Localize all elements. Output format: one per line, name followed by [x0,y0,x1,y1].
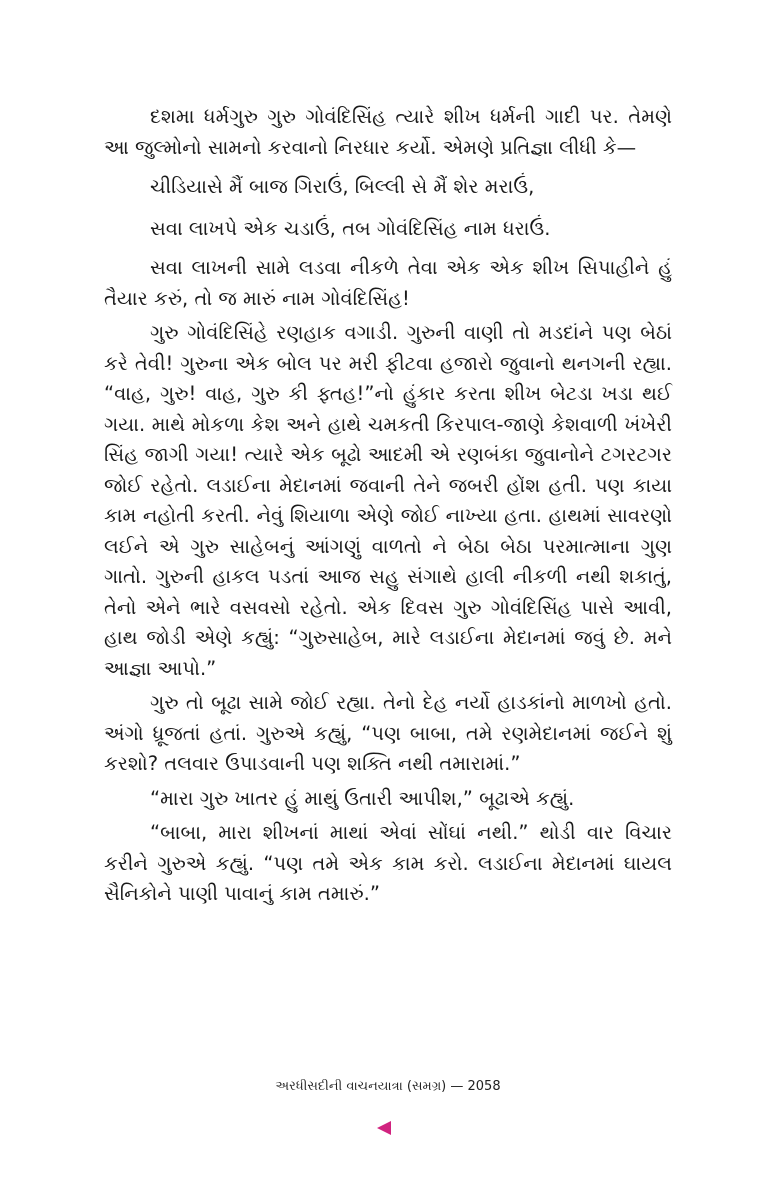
verse-line-1: ચીડિયાસે મૈં બાજ ગિરાઉં, બિલ્લી સે મૈં શેર મરાઉં, [150,175,535,198]
previous-page-icon[interactable] [377,1121,391,1135]
paragraph-vow: સવા લાખની સામે લડવા નીકળે તેવા એક એક શીખ સિપાહીને હું તૈયાર કરું, તો જ મારું નામ ગોવંદિસિંહ! [104,256,672,310]
paragraph-water-duty: “બાબા, મારા શીખનાં માથાં એવાં સોંઘાં નથી.” થોડી વાર વિચાર કરીને ગુરુએ કહ્યું. “પણ તમે એક કામ કરો. લડાઈના મેદાનમાં ઘાયલ સૈનિકોને પાણી પાવાનું કામ તમારું.” [104,821,672,905]
paragraph-guru-reply: ગુરુ તો બૂઢા સામે જોઈ રહ્યા. તેનો દેહ નર્યો હાડકાંનો માળખો હતો. અંગો ધ્રૂજતાં હતાં. ગુરુએ કહ્યું, “પણ બાબા, તમે રણમેદાનમાં જઈને શું કરશો? તલવાર ઉપાડવાની પણ શક્તિ નથી તમારામાં.” [104,691,672,775]
paragraph-old-man: “મારા ગુરુ ખાતર હું માથું ઉતારી આપીશ,” બૂઢાએ કહ્યું. [150,786,575,810]
page-footer: અરધીસદીની વાચનયાત્રા (સમગ્ર) — 2058 [275,1079,501,1094]
page-body [104,102,672,914]
verse-line-2: સવા લાખપે એક ચડાઉં, તબ ગોવંદિસિંહ નામ ધરાઉં. [150,217,551,240]
paragraph-intro: દશમા ધર્મગુરુ ગુરુ ગોવંદિસિંહ ત્યારે શીખ ધર્મની ગાદી પર. તેમણે આ જુલ્મોનો સામનો કરવાનો નિરધાર કર્યો. એમણે પ્રતિજ્ઞા લીધી કે— [104,105,672,159]
paragraph-battle-call: ગુરુ ગોવંદિસિંહે રણહાક વગાડી. ગુરુની વાણી તો મડદાંને પણ બેઠાં કરે તેવી! ગુરુના એક બોલ પર મરી ફીટવા હજારો જુવાનો થનગની રહ્યા. “વાહ, ગુરુ! વાહ, ગુરુ કી ફ્તહ!”નો હુંકાર કરતા શીખ બેટડા ખડા થઈ ગયા. માથે મોકળા કેશ અને હાથે ચમકતી કિરપાલ-જાણે કેશવાળી ખંખેરી સિંહ જાગી ગયા! ત્યારે એક બૂઢો આદમી એ રણબંકા જુવાનોને ટગરટગર જોઈ રહેતો. લડાઈના મેદાનમાં જવાની તેને જબરી હોંશ હતી. પણ કાયા કામ નહોતી કરતી. નેવું શિયાળા એણે જોઈ નાખ્યા હતા. હાથમાં સાવરણો લઈને એ ગુરુ સાહેબનું આંગણું વાળતો ને બેઠા બેઠા પરમાત્માના ગુણ ગાતો. ગુરુની હાકલ પડતાં આજ સહુ સંગાથે હાલી નીકળી નથી શકાતું, તેનો એને ભારે વસવસો રહેતો. એક દિવસ ગુરુ ગોવંદિસિંહ પાસે આવી, હાથ જોડી એણે કહ્યું: “ગુરુસાહેબ, મારે લડાઈના મેદાનમાં જવું છે. મને આજ્ઞા આપો.” [104,321,672,680]
